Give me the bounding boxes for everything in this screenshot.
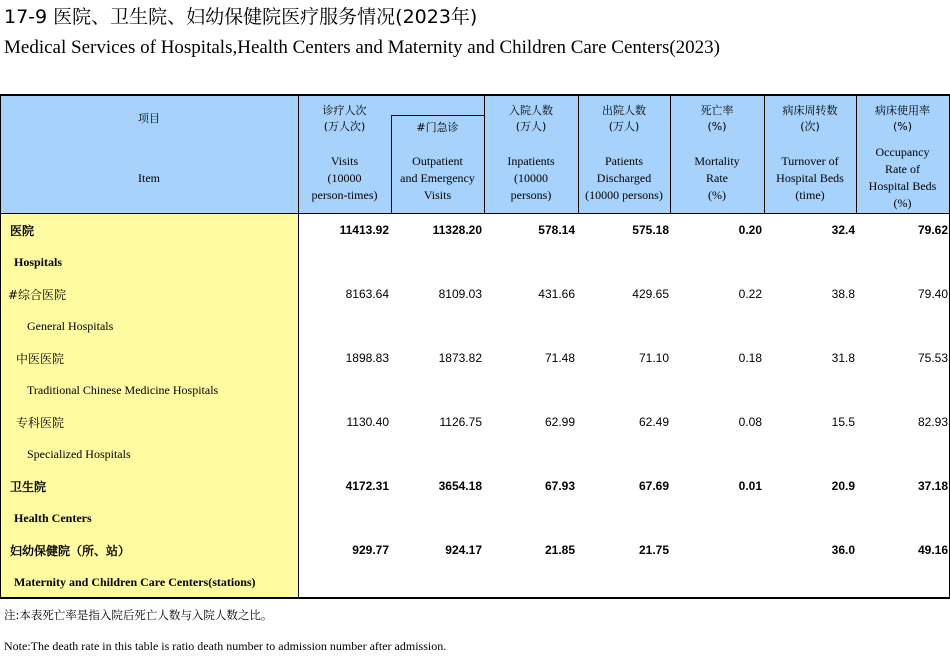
header-turnover-cn: 病床周转数 (次) (782, 104, 838, 133)
row-label-en: Specialized Hospitals (27, 447, 131, 461)
cell-outpatient: 1873.82 (438, 351, 482, 365)
cell-visits: 11413.92 (339, 223, 389, 237)
row-label-en: Maternity and Children Care Centers(stations) (14, 575, 256, 589)
header-inpatients-cn: 入院人数 (万人) (509, 104, 553, 133)
cell-inpatients: 578.14 (538, 223, 575, 237)
header-visits-en: Visits (10000 person-times) (311, 154, 378, 202)
cell-inpatients: 71.48 (544, 351, 575, 365)
cell-occupancy: 79.40 (917, 287, 948, 301)
cell-visits: 8163.64 (345, 287, 389, 301)
header-mortality-cn: 死亡率 (%) (700, 104, 734, 133)
cell-inpatients: 62.99 (544, 415, 575, 429)
header-discharged-cn: 出院人数 (万人) (602, 104, 646, 133)
cell-mortality: 0.01 (738, 479, 762, 493)
header-mortality-en: Mortality Rate (%) (694, 154, 740, 202)
cell-mortality: 0.08 (738, 415, 762, 429)
cell-occupancy: 82.93 (917, 415, 948, 429)
cell-occupancy: 37.18 (917, 479, 948, 493)
header-outpatient-cn: #门急诊 (416, 121, 459, 134)
cell-inpatients: 67.93 (544, 479, 575, 493)
header-item-cn: 项目 (138, 112, 160, 125)
cell-discharged: 62.49 (638, 415, 669, 429)
cell-turnover: 32.4 (831, 223, 855, 237)
item-column (0, 214, 298, 598)
cell-occupancy: 79.62 (917, 223, 948, 237)
cell-visits: 929.77 (352, 543, 389, 557)
cell-mortality: 0.22 (738, 287, 762, 301)
cell-occupancy: 49.16 (917, 543, 948, 557)
row-label-cn: 中医医院 (16, 352, 65, 366)
row-label-cn: #综合医院 (8, 288, 67, 302)
row-label-cn: 卫生院 (10, 480, 47, 494)
header-inpatients-en: Inpatients (10000 persons) (507, 154, 555, 202)
cell-mortality: 0.20 (738, 223, 762, 237)
cell-inpatients: 431.66 (538, 287, 575, 301)
row-label-cn: 专科医院 (16, 416, 65, 430)
cell-discharged: 71.10 (638, 351, 669, 365)
footnote-en: Note:The death rate in this table is ratio death number to admission number after admission. (4, 639, 447, 653)
row-label-en: Hospitals (14, 255, 63, 269)
cell-visits: 1898.83 (345, 351, 389, 365)
table-title-cn: 17-9 医院、卫生院、妇幼保健院医疗服务情况(2023年) (4, 6, 478, 28)
cell-outpatient: 8109.03 (438, 287, 482, 301)
cell-outpatient: 1126.75 (439, 415, 482, 429)
table-title-en: Medical Services of Hospitals,Health Centers and Maternity and Children Care Centers(2023) (4, 37, 720, 58)
data-table (0, 94, 950, 599)
cell-turnover: 31.8 (831, 351, 855, 365)
row-label-cn: 医院 (10, 224, 35, 238)
cell-outpatient: 11328.20 (432, 223, 482, 237)
cell-discharged: 575.18 (632, 223, 669, 237)
cell-visits: 4172.31 (345, 479, 389, 493)
cell-discharged: 67.69 (638, 479, 669, 493)
row-label-en: Health Centers (14, 511, 92, 525)
row-label-en: Traditional Chinese Medicine Hospitals (27, 383, 219, 397)
row-label-cn: 妇幼保健院（所、站） (10, 544, 131, 558)
cell-mortality: 0.18 (738, 351, 762, 365)
header-item-en: Item (138, 171, 160, 185)
header-discharged-en: Patients Discharged (10000 persons) (585, 154, 663, 202)
cell-turnover: 15.5 (831, 415, 855, 429)
header-outpatient-en: Outpatient and Emergency Visits (400, 154, 475, 202)
cell-outpatient: 3654.18 (438, 479, 482, 493)
header-occupancy-cn: 病床使用率 (%) (875, 104, 930, 133)
cell-outpatient: 924.17 (445, 543, 482, 557)
header-visits-cn: 诊疗人次 (万人次) (322, 104, 367, 133)
cell-visits: 1130.40 (346, 415, 389, 429)
header-turnover-en: Turnover of Hospital Beds (time) (776, 154, 844, 202)
cell-turnover: 20.9 (831, 479, 855, 493)
header-occupancy-en: Occupancy Rate of Hospital Beds (%) (868, 145, 937, 210)
cell-discharged: 429.65 (632, 287, 669, 301)
cell-turnover: 36.0 (831, 543, 855, 557)
cell-inpatients: 21.85 (544, 543, 575, 557)
cell-turnover: 38.8 (831, 287, 855, 301)
cell-discharged: 21.75 (638, 543, 669, 557)
footnote-cn: 注:本表死亡率是指入院后死亡人数与入院人数之比。 (4, 608, 273, 622)
cell-occupancy: 75.53 (917, 351, 948, 365)
row-label-en: General Hospitals (27, 319, 114, 333)
